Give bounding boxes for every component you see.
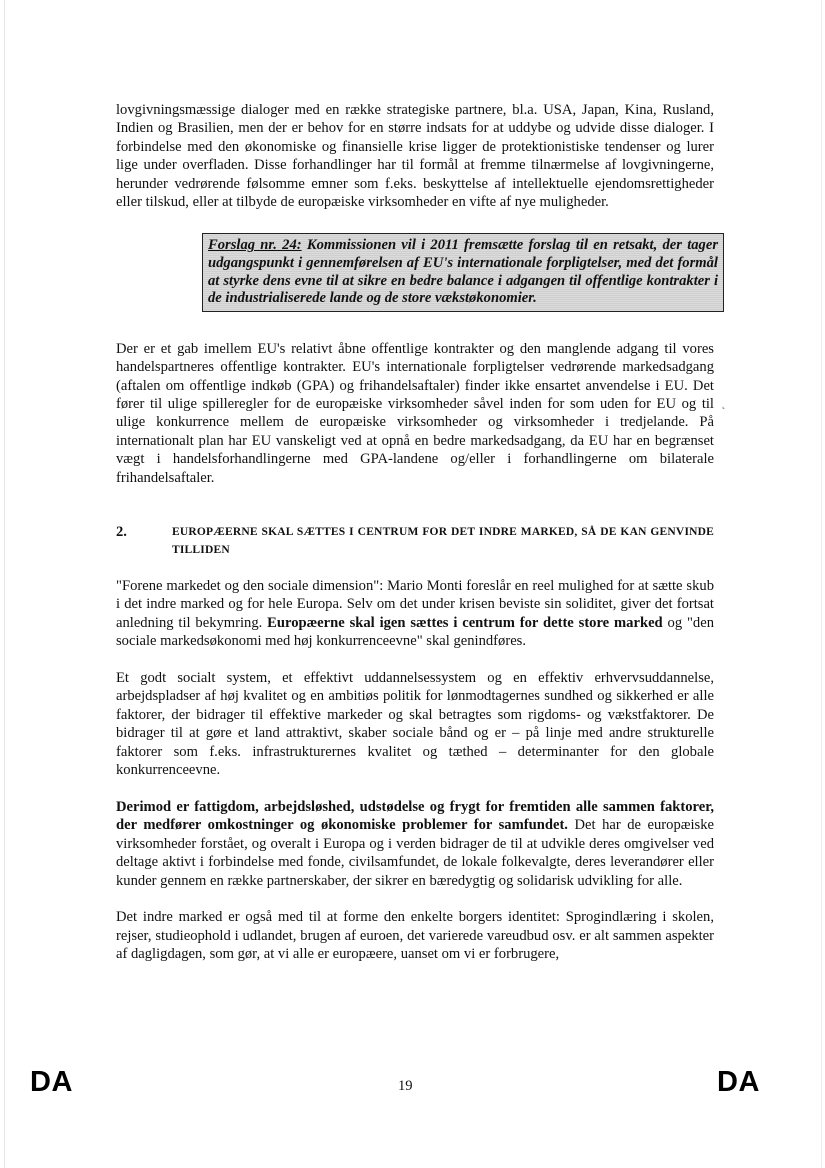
- section-title: EUROPÆERNE SKAL SÆTTES I CENTRUM FOR DET INDRE MARKED, SÅ DE KAN GENVINDE TILLIDEN: [172, 526, 714, 557]
- paragraph-gap: Der er et gab imellem EU's relativt åbne offentlige kontrakter og den manglende adgang til vores handelspartneres offentlige kontrakter. EU's internationale forpligtelser vedrørende markedsadgang (aftalen om offentlige indkøb (GPA) og frihandelsaftaler) finder ikke ensartet anvendelse i EU. Det fører til ulige spilleregler for de europæiske virksomheder såvel inden for som uden for EU og til ulige konkurrence mellem de europæiske virksomheder og virksomheder i tredjelande. På internationalt plan har EU vanskeligt ved at opnå en bedre markedsadgang, da EU har en begrænset vægt i handelsforhandlingerne med GPA-landene og/eller i forhandlingerne om bilaterale frihandelsaftaler.: [116, 340, 714, 486]
- paragraph-poverty-end: Det har de europæiske virksomheder forstået, og overalt i Europa og i verden bidrager de til at udvikle deres omgivelser ved deltage aktivt i forbindelse med fonde, civilsamfundet, de lokale folkevalgte, deres leverandører eller kunder gennem en række partnerskaber, der sikrer en bæredygtig og solidarisk udvikling for alle.: [116, 817, 714, 889]
- paragraph-market: Det indre marked er også med til at forme den enkelte borgers identitet: Sprogindlæring i skolen, rejser, studieophold i udlandet, brugen af euroen, det varierede vareudbud osv. er alt sammen aspekter af dagligdagen, som gør, at vi alle er europæere, uanset om vi er forbrugere,: [116, 909, 714, 963]
- paragraph-social: Et godt socialt system, et effektivt uddannelsessystem og en effektiv erhvervsuddannelse, arbejdspladser af høj kvalitet og en ambitiøs politik for lønmodtagernes sundhed og sikkerhed er alle faktorer, der bidrager til effektive markeder og skal betragtes som rigdoms- og vækstfaktorer. De bidrager til at gøre et land attraktivt, skaber sociale bånd og er – på linje med andre strukturelle faktorer som f.eks. infrastrukturernes kvalitet og tæthed – determinanter for den globale konkurrenceevne.: [116, 670, 714, 779]
- paragraph-monti-emphasis: Europæerne skal igen sættes i centrum for dette store marked: [267, 614, 663, 631]
- page-number: 19: [398, 1078, 413, 1094]
- footer-language-right: DA: [717, 1066, 760, 1098]
- section-heading: [116, 523, 714, 559]
- footer-language-left: DA: [30, 1066, 73, 1098]
- page-edge-right: [821, 0, 822, 1168]
- proposal-text: Kommissionen vil i 2011 fremsætte forslag til en retsakt, der tager udgangspunkt i gennemførelsen af EU's internationale forpligtelser, med det formål at styrke dens evne til at sikre en bedre balance i adgangen til offentlige kontrakter i de industrialiserede lande og de store vækstøkonomier.: [208, 237, 718, 307]
- margin-mark: ˛: [722, 399, 726, 410]
- proposal-box: [202, 233, 724, 311]
- paragraph-intro: lovgivningsmæssige dialoger med en række strategiske partnere, bl.a. USA, Japan, Kina, Rusland, Indien og Brasilien, men der er behov for en større indsats for at uddybe og udvide disse dialoger. I forbindelse med den økonomiske og finansielle krise ligger de protektionistiske tendenser og lurer lige under overfladen. Disse forhandlinger har til formål at fremme tilnærmelse af lovgivningerne, herunder vedrørende følsomme emner som f.eks. beskyttelse af intellektuelle ejendomsrettigheder eller tilskud, eller at tilbyde de europæiske virksomheder en vifte af nye muligheder.: [116, 102, 714, 211]
- paragraph-monti: [116, 577, 714, 651]
- proposal-label: Forslag nr. 24:: [208, 237, 302, 254]
- paragraph-monti-end: og "den sociale markedsøkonomi med høj konkurrenceevne" skal genindføres.: [116, 614, 715, 650]
- page-edge-left: [4, 0, 5, 1168]
- section-number: 2.: [116, 524, 127, 541]
- paragraph-monti-start: "Forene markedet og den sociale dimension": Mario Monti foreslår en reel mulighed for at sætte skub i det indre marked og for hele Europa. Selv om det under krisen beviste sin soliditet, giver det fortsat anledning til bekymring.: [116, 578, 714, 631]
- paragraph-poverty-emphasis: Derimod er fattigdom, arbejdsløshed, udstødelse og frygt for fremtiden alle sammen faktorer, der medfører omkostninger og økonomiske problemer for samfundet.: [116, 798, 714, 834]
- paragraph-poverty: [116, 798, 714, 890]
- document-body: [116, 101, 718, 964]
